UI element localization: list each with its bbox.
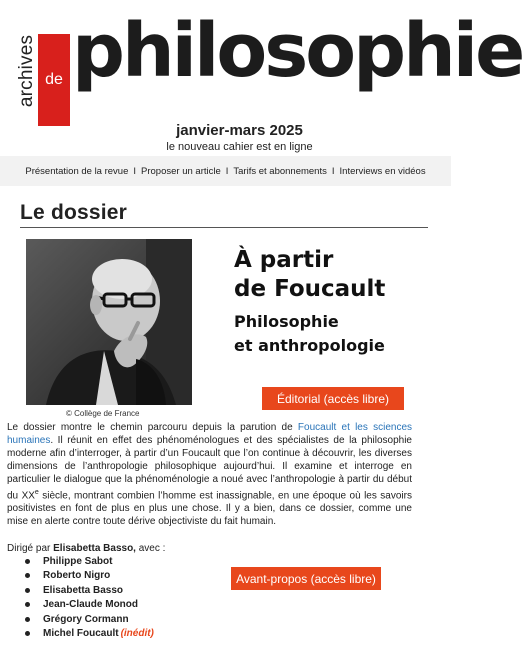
- bullet-icon: [25, 602, 30, 607]
- nav-interviews[interactable]: Interviews en vidéos: [339, 165, 426, 177]
- nav-proposer-article[interactable]: Proposer un article: [141, 165, 221, 177]
- issue-subtitle: le nouveau cahier est en ligne: [166, 141, 313, 153]
- section-divider: [20, 227, 428, 228]
- dossier-title: [234, 246, 385, 304]
- bullet-icon: [25, 573, 30, 578]
- nav-separator: I: [225, 165, 229, 177]
- masthead-title[interactable]: philosophie: [72, 8, 522, 94]
- masthead-de-block: de: [38, 34, 70, 126]
- list-item: Roberto Nigro: [25, 569, 154, 584]
- dossier-subtitle: [234, 310, 385, 358]
- section-title: Le dossier: [20, 201, 128, 224]
- list-item: Elisabetta Basso: [25, 583, 154, 598]
- nav-separator: I: [331, 165, 335, 177]
- directed-by: Dirigé par Elisabetta Basso, avec :: [7, 543, 166, 554]
- editor-name: Elisabetta Basso,: [53, 543, 136, 554]
- nav-bar: [0, 156, 451, 186]
- dossier-subtitle-line2: et anthropologie: [234, 336, 385, 355]
- nav-tarifs[interactable]: Tarifs et abonnements: [233, 165, 327, 177]
- photo-credit: © Collège de France: [66, 409, 140, 418]
- avant-propos-button[interactable]: Avant-propos (accès libre): [231, 567, 381, 590]
- nav-presentation[interactable]: Présentation de la revue: [25, 165, 129, 177]
- dossier-title-line2: de Foucault: [234, 276, 386, 302]
- inedit-badge: (inédit): [120, 628, 154, 640]
- issue-date: janvier-mars 2025: [176, 122, 303, 139]
- masthead-archives: archives: [16, 34, 38, 108]
- foucault-sciences-humaines-link[interactable]: Foucault et les sciences humaines: [7, 422, 413, 446]
- bullet-icon: [25, 631, 30, 636]
- dossier-title-line1: À partir: [234, 247, 334, 273]
- editorial-button[interactable]: Éditorial (accès libre): [262, 387, 404, 410]
- bullet-icon: [25, 559, 30, 564]
- bullet-icon: [25, 588, 30, 593]
- dossier-description: Le dossier montre le chemin parcouru depuis la parution de Foucault et les sciences humaines. Il réunit en effet des phénoménologues et des spécialistes de la philosophie moderne afin d’interroger, à partir d’un Foucault que l’on continue à découvrir, les diverses dimensions de l’anthropologie philosophique aujourd’hui. Il examine et interroge en particulier le dialogue que la phénoménologie a noué avec l’anthropologie à partir du début du XXe siècle, montrant combien l’homme est inassignable, en une époque où les savoirs positivistes en font de plus en plus une chose. Il y a bien, dans ce dossier, comme une mise en alerte contre toute dérive objectiviste du fait humain.: [7, 422, 413, 528]
- foucault-portrait-photo[interactable]: [26, 239, 192, 405]
- bullet-icon: [25, 617, 30, 622]
- dossier-subtitle-line1: Philosophie: [234, 312, 339, 331]
- authors-list: [25, 554, 154, 641]
- nav-separator: I: [133, 165, 137, 177]
- list-item: Jean-Claude Monod: [25, 598, 154, 613]
- masthead: [0, 0, 522, 153]
- issue-info: [0, 122, 451, 153]
- list-item: Grégory Cormann: [25, 612, 154, 627]
- list-item: Philippe Sabot: [25, 554, 154, 569]
- list-item: Michel Foucault (inédit): [25, 627, 154, 642]
